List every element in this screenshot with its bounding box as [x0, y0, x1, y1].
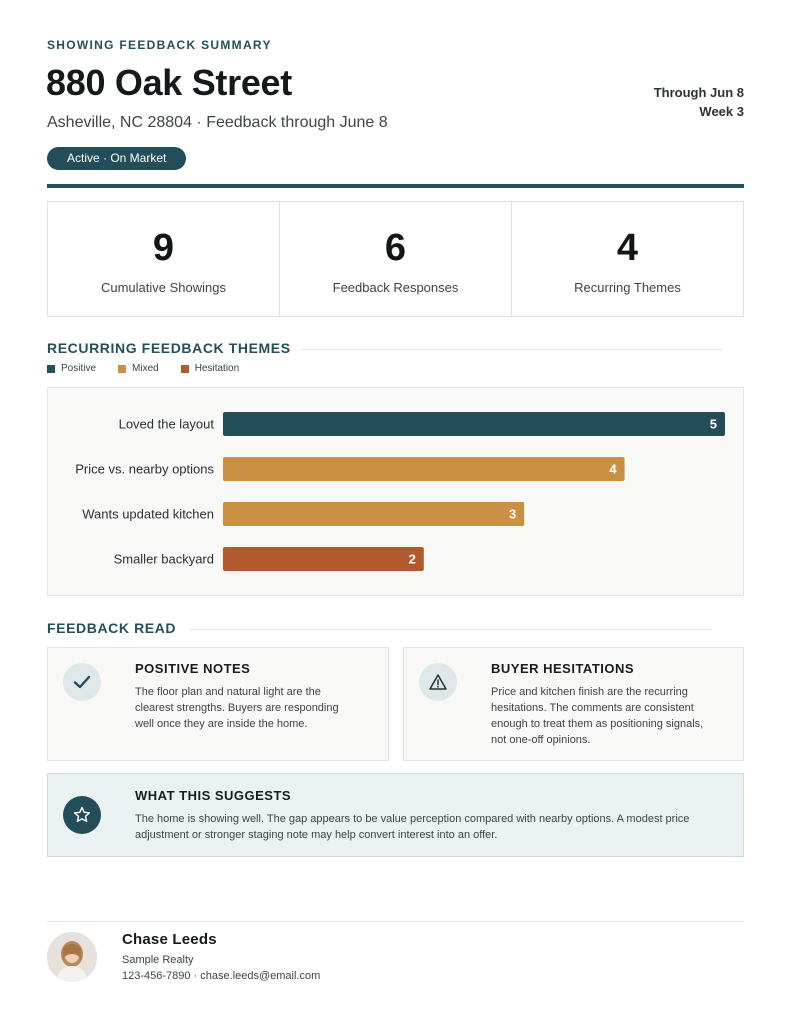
feedback-section-heading: FEEDBACK READ: [47, 620, 177, 636]
stat-responses: [280, 202, 512, 316]
page-subtitle: Asheville, NC 28804 · Feedback through June 8: [47, 114, 388, 131]
chart-bar: [223, 547, 424, 571]
eyebrow-label: SHOWING FEEDBACK SUMMARY: [47, 38, 272, 52]
chart-bar: [223, 502, 524, 526]
stats-row: [47, 201, 744, 317]
star-icon: [63, 796, 101, 834]
card-body-line: The floor plan and natural light are the: [135, 686, 321, 698]
report-period: [654, 83, 744, 121]
chart-category-label: Loved the layout: [118, 416, 214, 432]
warning-icon: [419, 663, 457, 701]
report-period-week: Week 3: [699, 104, 744, 119]
status-badge: Active · On Market: [47, 147, 186, 170]
suggestion-panel: [47, 773, 744, 857]
legend-swatch: [118, 365, 126, 373]
themes-section-rule: [301, 349, 722, 350]
stat-label: Feedback Responses: [332, 280, 459, 295]
card-body-line: clearest strengths. Buyers are responding: [135, 702, 339, 714]
chart-data-label: 3: [508, 506, 517, 522]
stat-themes: [512, 202, 743, 316]
agent-name: Chase Leeds: [122, 931, 217, 948]
footer-divider: [47, 921, 744, 922]
buyer-hesitations-card: [403, 647, 744, 761]
card-title: POSITIVE NOTES: [135, 661, 251, 676]
suggestion-title: WHAT THIS SUGGESTS: [135, 788, 292, 803]
chart-category-label: Smaller backyard: [113, 551, 214, 567]
chart-legend: [47, 363, 239, 374]
legend-item-positive: [47, 363, 96, 374]
chart-data-label: 5: [709, 416, 717, 432]
themes-bar-chart: [48, 388, 745, 597]
suggestion-line: adjustment or stronger staging note may help convert interest into an offer.: [135, 829, 498, 841]
card-body-line: well once they are inside the home.: [135, 718, 308, 730]
legend-label: Hesitation: [194, 363, 240, 374]
agent-company: Sample Realty: [122, 954, 194, 966]
legend-item-hesitation: [181, 363, 239, 374]
card-body-line: not one-off opinions.: [491, 734, 591, 746]
card-body: [135, 684, 339, 732]
themes-chart-panel: [47, 387, 744, 596]
card-body-line: hesitations. The comments are consistent: [491, 702, 694, 714]
page-title: 880 Oak Street: [46, 62, 292, 103]
chart-data-label: 4: [609, 461, 617, 477]
stat-label: Cumulative Showings: [100, 280, 226, 295]
feedback-section-rule: [190, 629, 712, 630]
legend-label: Mixed: [132, 363, 159, 374]
themes-section-heading: RECURRING FEEDBACK THEMES: [47, 340, 291, 356]
chart-bar: [223, 412, 725, 436]
suggestion-body: [135, 811, 731, 843]
legend-swatch: [47, 365, 55, 373]
card-body-line: enough to treat them as positioning signals,: [491, 718, 704, 730]
stat-value: 4: [616, 227, 639, 269]
positive-notes-card: [47, 647, 389, 761]
agent-contact: 123-456-7890 · chase.leeds@email.com: [122, 970, 321, 982]
stat-value: 9: [152, 227, 175, 269]
agent-avatar: [47, 932, 97, 982]
card-body: [491, 684, 703, 748]
suggestion-line: The home is showing well. The gap appears to be value perception compared with nearby options. A modest price: [135, 813, 690, 825]
chart-category-label: Price vs. nearby options: [75, 461, 214, 477]
stat-showings: [48, 202, 280, 316]
chart-bar: [223, 457, 625, 481]
checkmark-icon: [63, 663, 101, 701]
chart-category-label: Wants updated kitchen: [82, 506, 214, 522]
legend-item-mixed: [118, 363, 159, 374]
report-period-date: Through Jun 8: [653, 85, 744, 100]
card-body-line: Price and kitchen finish are the recurring: [491, 686, 688, 698]
legend-swatch: [181, 365, 189, 373]
legend-label: Positive: [61, 363, 97, 374]
stat-label: Recurring Themes: [574, 280, 681, 295]
chart-data-label: 2: [408, 551, 416, 567]
card-title: BUYER HESITATIONS: [491, 661, 635, 676]
stat-value: 6: [384, 227, 407, 269]
header-divider: [47, 184, 744, 188]
